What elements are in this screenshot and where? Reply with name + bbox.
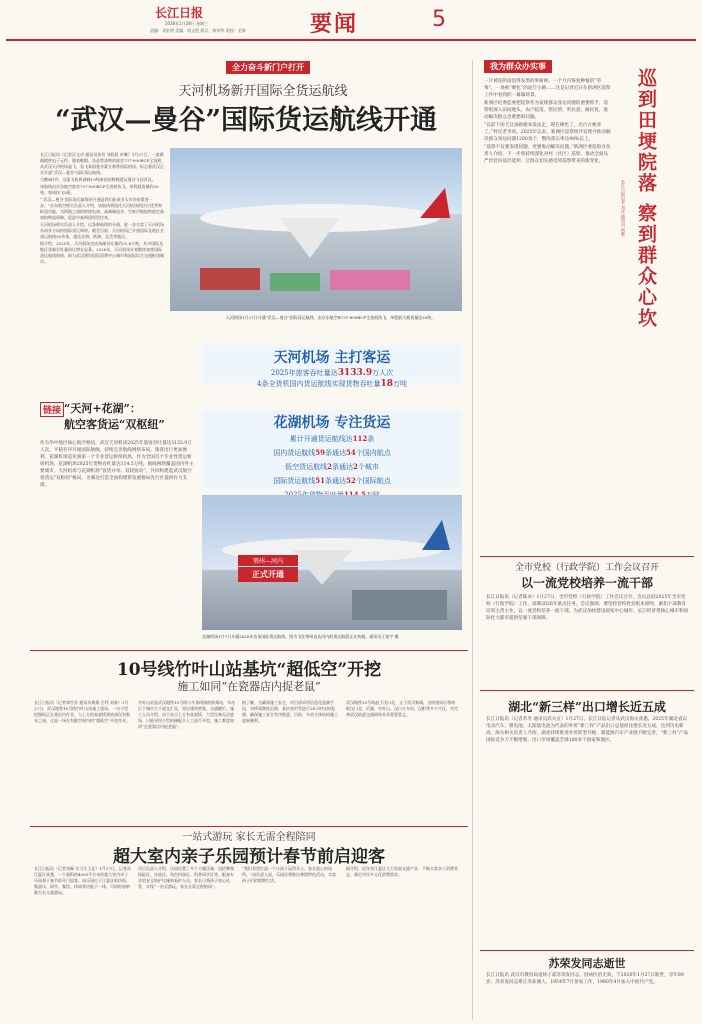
subway-col-1: 长江日报讯（记者郑雪芳 通讯员黄翔 汪利 刘泰）1月27日，武汉地铁10号线竹叶山站施工现场，一台小型挖掘机正在基坑内作业，与上方的高架桥梁底部仅有数米之遥。这是一场在有限空间内的“超低空”开挖作业。 (34, 700, 131, 723)
top-story-body1: 当晚8时许，这架飞机将满载19吨泰国的鲜榴莲从曼谷飞回武汉。 (40, 177, 156, 182)
rural-column-byline: 长江日报记者 刘洋 通讯员 周紫 (621, 180, 626, 236)
right-rule-2 (480, 690, 694, 691)
masthead-editors: 责编：刘宏明 美编：胡文胜 版式：陈荣华 责校：毛辉 (150, 28, 246, 33)
route-badge-open: 正式开通 (238, 567, 298, 582)
link-body: 作为华中地区核心航空枢纽，武汉天河机场2025年旅客吞吐量达3133.9万人次，平稳有序开通国际航线，持续完善航线网络布局，旅客出行更加便利。花湖机场是亚洲第一个专业货运枢纽机场，作为全国首个专业性货运枢纽机场，花湖机场2025年货物吞吐量达114.5万吨，航线网络覆盖国内外主要城市。天河机场与花湖机场“客货并举、双轮驱动”，共同构建起武汉航空客货运“双枢纽”格局，为湖北打造全国构建新发展格局先行区提供有力支撑。 (40, 441, 194, 488)
top-story-body2: 该航线由京东航空波音737-800BCF全货机执飞，单程载货量约20吨，每周执飞3班。 (40, 184, 159, 195)
trade-title: 湖北“新三样”出口增长近五成 (508, 700, 666, 714)
rural-column-tag: 我为群众办实事 (484, 60, 552, 73)
huahu-stats-title: 花湖机场 专注货运 (273, 415, 391, 431)
top-story-body4: 天河机场相关负责人介绍，这条新航线的开通，进一步丰富了天河机场东南亚方向的国际货运网络。截至目前，天河机场已开通国际及地区全货运航线30余条，通达亚洲、欧洲、北美等地区。 (40, 222, 164, 239)
link-title1: “天河+花湖”： (64, 402, 141, 415)
section-rule-2 (30, 826, 468, 827)
trade-body: 长江日报讯（记者苏冬 通讯员武关宣）1月27日，长江日报记者从武汉海关获悉，2025年湖北省以电动汽车、锂电池、太阳能电池为代表的外贸“新三样”产品出口总值同比增长近五成，达到历史新高。海关相关负责人介绍，湖北持续推进外贸转型升级，新能源汽车产业链不断完善，“新三样”产品国际竞争力不断增强，出口市场覆盖全球100多个国家和地区。 (486, 717, 689, 743)
top-story-kicker: 全力奋斗新门户打开 (226, 61, 310, 74)
top-story-body5: 据介绍，2025年，天河机场完成货邮吞吐量约31.8万吨，其中国际及地区货邮吞吐量同比增长显著。2026年，天河机场计划继续加密国际货运航线网络，助力武汉建设国际消费中心城市和国际综合交通枢纽城市。 (40, 241, 164, 264)
top-story-lead: 长江日报讯（记者汪文卓 通讯员余晋 刘韵晨 叶琳）1月27日，一架满载精密电子元件、服装鞋帽、冻品等货物的波音737-800BCF全货机从武汉天河机场起飞，直飞泰国曼谷素万那普国际机场，标志着武汉正式开通“武汉—曼谷”国际货运航线。 (40, 152, 164, 175)
top-story-subtitle: 天河机场新开国际全货运航线 (178, 84, 348, 99)
obituary-title: 苏荣发同志逝世 (548, 957, 626, 970)
subway-title: 10号线竹叶山站基坑“超低空”开挖 (116, 660, 382, 680)
subway-subtitle: 施工如同“在瓷器店内捉老鼠” (177, 680, 321, 693)
meeting-body: 长江日报讯（记者陈卓）1月27日，全市党校（行政学院）工作会议召开。会议总结2025年全市党校（行政学院）工作，部署2026年重点任务。会议强调，要坚持党校姓党根本原则，紧扣干部教育培训主责主业，以一流党校培养一流干部，为武汉加快建设国家中心城市、长江经济带核心城市和国际化大都市提供坚强干部保障。 (486, 595, 689, 621)
page-number: 5 (432, 7, 446, 32)
top-story-body3: “‘武汉—曼谷’国际货运航线的开通是我们拓展亚太市场的重要一步。”京东航空相关负责人介绍，该航线将依托天河机场的区位优势和枢纽功能，为两地之间的跨境电商、高端制造业、生鲜冷链提供稳定高效的物流保障，促进中泰两国经贸往来。 (40, 197, 164, 220)
huahu-stat-international: 国际货运航线51条通达52个国际航点 (273, 476, 391, 485)
subway-col-2: 竹叶山站是武汉地铁10号线与多条线路的换乘站，车站位于城市主干道交汇处，周边建筑密集、交通繁忙。施工人员介绍，由于站点上方有高架桥，大型设备无法进场，只能采用小型机械配合人工进行开挖，施工难度如同“在瓷器店内捉老鼠”。 (138, 700, 236, 729)
photo2-caption: 花湖机场1月7日开通2026年首条国际货运航线，图为飞往鄂州直达河内的货运航班正在装载。通讯员王星宇 摄 (202, 634, 399, 639)
kids-col-3: “我们希望打造一个让孩子玩得开心、家长放心的场所。”该负责人说，乐园还将推出寒假特色活动，丰富孩子们的假期生活。 (242, 866, 337, 883)
kids-title: 超大室内亲子乐园预计春节前启迎客 (113, 847, 385, 867)
huahu-stat-lowaltitude: 低空货运航线2条通达2个城市 (285, 462, 379, 471)
huahu-stat-routes: 累计开通货运航线达112条 (289, 434, 375, 443)
top-story-title: “武汉—曼谷”国际货运航线开通 (54, 105, 438, 136)
top-story-text-left (40, 152, 164, 378)
masthead-date: 2026年1月28日 星期三 (165, 21, 209, 26)
kids-col-2: 项目负责人介绍，乐园设置了多个主题区域，包括攀爬探险区、沙池区、角色扮演区、科普研学区等，配备专业的安全防护设施和看护人员，家长可将孩子放心托管，实现“一站式游玩，家长无需全程陪同”。 (138, 866, 234, 889)
masthead-logo: 长江日报 (155, 6, 204, 20)
kids-kicker: 一站式游玩 家长无需全程陪同 (182, 832, 316, 843)
rural-body2: 新洲区纪委监委把巡察作为发现群众身边问题的重要抓手，巡察组深入田间地头、农户院落，察民情、听民意、解民忧，推动解决群众急难愁盼问题。 (484, 101, 609, 120)
link-title2: 航空客货运“双枢纽” (64, 418, 165, 431)
subway-col-3: 据了解，为确保施工安全，项目部采用信息化监测手段，对桥梁墩柱沉降、基坑变形等进行24小时实时监测，确保施工安全有序推进。目前，车站主体结构施工进展顺利。 (242, 700, 338, 723)
kids-col-4: 据介绍，近年来江夏区大力发展文旅产业，不断丰富亲子消费业态，满足市民多元化消费需求。 (346, 866, 458, 877)
rural-column-body (484, 78, 612, 368)
meeting-kicker: 全市党校（行政学院）工作会议召开 (514, 563, 659, 573)
section-title: 要闻 (310, 12, 359, 37)
huahu-stat-domestic: 国内货运航线59条通达54个国内航点 (273, 448, 391, 457)
column-divider (472, 60, 473, 1020)
rural-body4: “巡察不仅要发现问题，更要推动解决问题。”新洲区委巡察办负责人介绍，下一步将持续深化对村（社区）巡察，推动全面从严治党向基层延伸，让群众切实感受到巡察带来的新变化。 (484, 145, 611, 164)
rural-body1: 一片被连阴雨泡得发黑的果树林，一个月内恢复种植的“草莓”，一条被“硬化”的泥泞小路……这是记者近日在新洲区巡察工作中看到的一幕幕场景。 (484, 79, 611, 98)
meeting-title: 以一流党校培养一流干部 (520, 576, 653, 590)
route-badge: 鄂州—河内 (238, 555, 298, 566)
tianhe-stats-box (202, 345, 462, 389)
rural-body3: “以前下雨天这条路根本没法走，现在硬化了，出行方便多了。”村民老李说。2025年以来，新洲区巡察组共发现并推动解决群众身边问题1200余个，整改落实率达98%以上。 (484, 123, 611, 142)
plane-icon (170, 148, 462, 311)
right-rule-3 (480, 950, 694, 951)
kids-col-1: 长江日报讯（记者刘畅 实习生王佳）1月27日，记者从江夏区获悉，一个面积约4000平方米的超大室内亲子乐园将于春节前开门迎客。该乐园位于江夏区纸坊街，集游乐、研学、餐饮、休闲等功能于一体，可同时容纳数百名儿童游玩。 (34, 866, 131, 895)
obituary-body: 长江日报讯 武汉市教育局退休干部苏荣发同志，因病医治无效，于2026年1月27日逝世，享年89岁。苏荣发同志系江苏盐城人，1954年7月参加工作，1980年4月加入中国共产党。 (486, 973, 684, 985)
photo1-caption: 天河机场1月27日开通“武汉—曼谷”国际货运航线，由京东航空B737-800BCF全货机执飞，单程最大载货量达20吨。 (226, 315, 436, 320)
masthead-rule (6, 39, 696, 41)
tianhe-stat-passengers: 2025年旅客吞吐量达3133.9万人次 (270, 368, 394, 378)
tianhe-stats-title: 天河机场 主打客运 (273, 350, 391, 366)
cargo-plane-photo (170, 148, 462, 311)
right-rule-1 (480, 556, 694, 557)
huahu-stats-box (202, 410, 462, 488)
subway-col-4: 武汉地铁10号线起于汉口北，止于武汉新城，全线建成后将串联汉口北、后湖、竹叶山、汉口火车站、汉阳等多个片区，对完善武汉轨道交通网络具有重要意义。 (346, 700, 458, 717)
rural-column-title: 巡到田埂院落 察到群众心坎 (635, 68, 657, 329)
section-rule-1 (30, 650, 468, 651)
link-tag: 链接 (40, 402, 64, 417)
tianhe-stat-cargo: 4条全货机国内货运航线实现货物吞吐量18万吨 (257, 379, 407, 389)
huahu-plane-photo (202, 495, 462, 630)
